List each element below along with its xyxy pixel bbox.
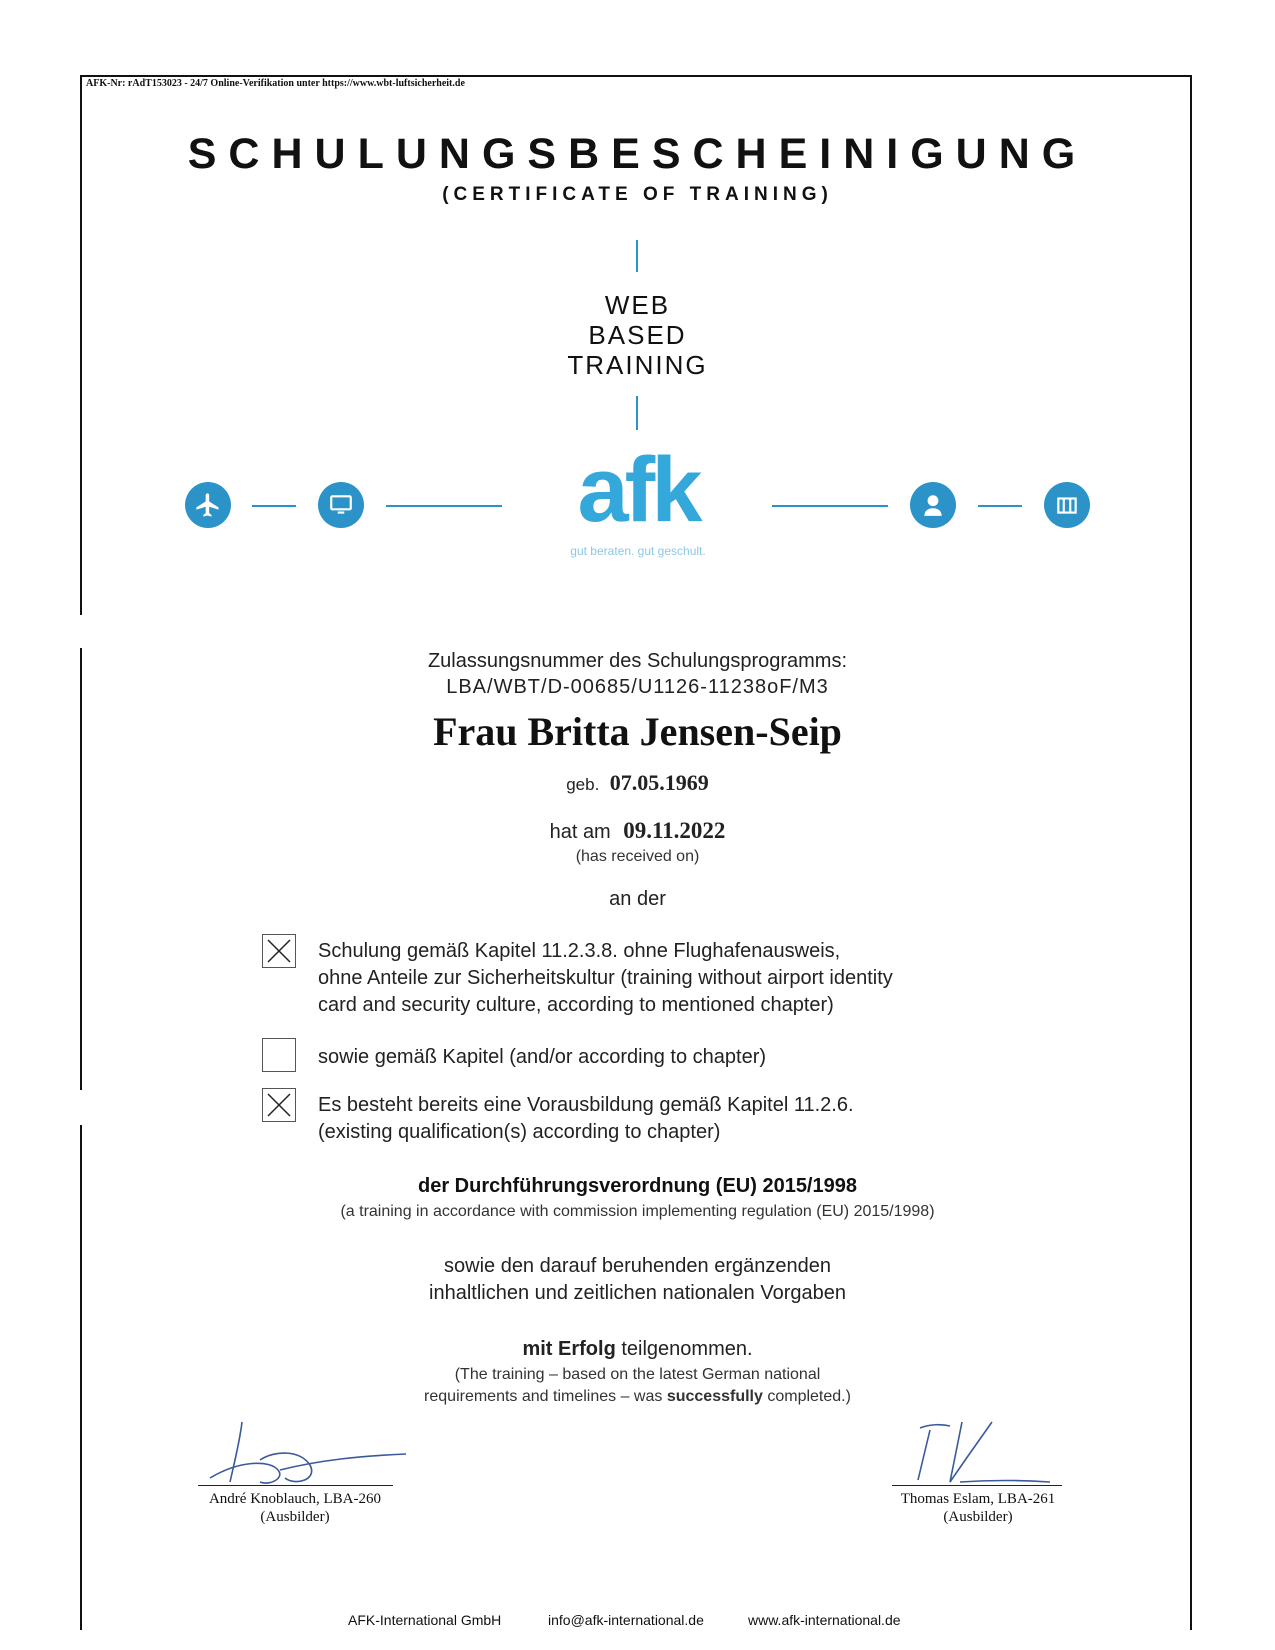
success-en-line-2: [0, 1388, 1275, 1406]
airplane-icon: [185, 482, 231, 528]
regulation-en: (a training in accordance with commission implementing regulation (EU) 2015/1998): [340, 1203, 935, 1220]
connector-line-2: [386, 505, 502, 507]
connector-line-1: [252, 505, 296, 507]
option-3-line-1: Es besteht bereits eine Vorausbildung gemäß Kapitel 11.2.6.: [318, 1094, 854, 1116]
option-1-checkbox[interactable]: [262, 934, 296, 968]
footer-company: AFK-International GmbH: [348, 1612, 502, 1628]
wbt-line-2: BASED: [588, 320, 687, 350]
success-en-bold: successfully: [666, 1388, 763, 1405]
signer-right: [878, 1490, 1078, 1526]
option-1-line-2: ohne Anteile zur Sicherheitskultur (training without airport identity: [318, 967, 893, 989]
birth-date: 07.05.1969: [609, 770, 709, 795]
footer-website[interactable]: www.afk-international.de: [748, 1612, 901, 1628]
signer-right-role: (Ausbilder): [943, 1509, 1013, 1525]
success-en-post: completed.): [762, 1388, 851, 1405]
option-2-line-1: sowie gemäß Kapitel (and/or according to chapter): [318, 1046, 767, 1068]
success-bold: mit Erfolg: [522, 1338, 616, 1360]
signature-left: [200, 1420, 410, 1490]
signature-line-right: [892, 1485, 1062, 1486]
divider-vertical-top: [636, 240, 638, 272]
birth-label: geb.: [566, 775, 600, 794]
option-1-line-1: Schulung gemäß Kapitel 11.2.3.8. ohne Flughafenausweis,: [318, 940, 841, 962]
signer-left-role: (Ausbilder): [260, 1509, 330, 1525]
wbt-line-1: WEB: [604, 290, 671, 320]
option-3-line-2: (existing qualification(s) according to chapter): [318, 1121, 721, 1143]
success-rest: teilgenommen.: [615, 1338, 753, 1360]
afk-verification-line: AFK-Nr: rAdT153023 - 24/7 Online-Verifikation unter https://www.wbt-luftsicherheit.de: [86, 78, 465, 89]
program-label: Zulassungsnummer des Schulungsprogramms:: [427, 650, 848, 672]
national-line-1: sowie den darauf beruhenden ergänzenden: [444, 1255, 831, 1277]
training-date-row: [0, 818, 1275, 844]
success-en-line-1: (The training – based on the latest German national: [454, 1366, 821, 1383]
option-2-text: [318, 1044, 766, 1071]
footer-email[interactable]: info@afk-international.de: [548, 1612, 704, 1628]
option-1-line-3: card and security culture, according to mentioned chapter): [318, 994, 834, 1016]
recipient-name: Frau Britta Jensen-Seip: [433, 709, 842, 754]
option-2-checkbox[interactable]: [262, 1038, 296, 1072]
afk-logo-tagline: gut beraten. gut geschult.: [570, 544, 706, 558]
wbt-label: [0, 290, 1275, 380]
birth-date-row: [0, 770, 1275, 796]
person-icon: [910, 482, 956, 528]
training-date-label: hat am: [549, 821, 611, 843]
signature-line-left: [198, 1485, 393, 1486]
connector-line-4: [978, 505, 1022, 507]
certificate-subtitle: (CERTIFICATE OF TRAINING): [442, 184, 833, 205]
training-date: 09.11.2022: [623, 818, 726, 843]
signer-left-name: André Knoblauch, LBA-260: [208, 1491, 382, 1507]
frame-top-border: [80, 75, 1192, 77]
signer-right-name: Thomas Eslam, LBA-261: [900, 1491, 1056, 1507]
wbt-line-3: TRAINING: [567, 350, 708, 380]
option-3-text: [318, 1092, 854, 1146]
success-en-pre: requirements and timelines – was: [424, 1388, 667, 1405]
regulation-title: der Durchführungsverordnung (EU) 2015/1998: [418, 1175, 857, 1197]
divider-vertical-bottom: [636, 396, 638, 430]
an-der-label: an der: [609, 888, 666, 910]
connector-line-3: [772, 505, 888, 507]
program-number: LBA/WBT/D-00685/U1126-11238oF/M3: [446, 676, 829, 698]
option-3-checkbox[interactable]: [262, 1088, 296, 1122]
signature-right: [900, 1420, 1060, 1490]
national-line-2: inhaltlichen und zeitlichen nationalen Vorgaben: [429, 1282, 846, 1304]
success-line: [0, 1338, 1275, 1361]
option-1-text: [318, 938, 893, 1019]
afk-logo: afk: [577, 439, 699, 541]
certificate-title: SCHULUNGSBESCHEINIGUNG: [187, 130, 1088, 178]
cargo-icon: [1044, 482, 1090, 528]
signer-left: [190, 1490, 400, 1526]
monitor-icon: [318, 482, 364, 528]
training-date-en: (has received on): [575, 848, 700, 865]
